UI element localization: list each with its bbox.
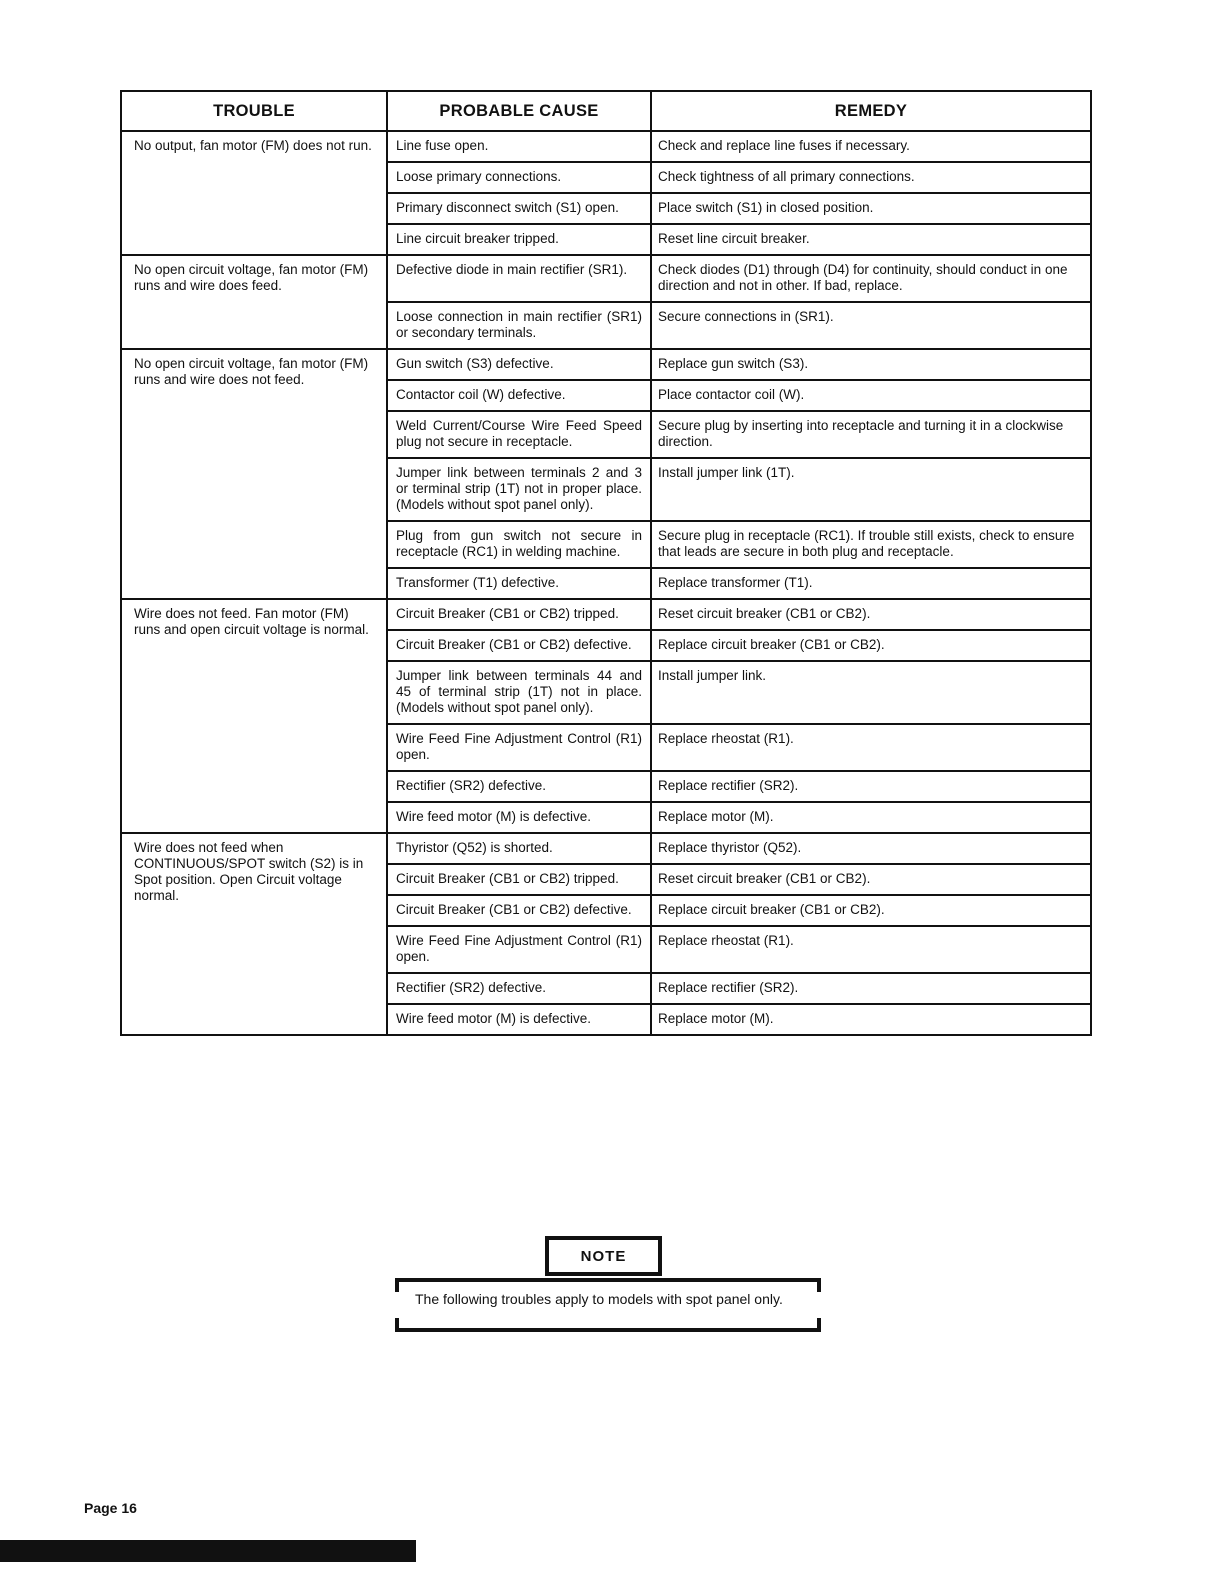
note-frame-top-rule xyxy=(395,1278,821,1282)
table-header-row xyxy=(121,91,1091,131)
probable-cause-cell: Loose connection in main rectifier (SR1) or secondary terminals. xyxy=(387,302,651,349)
probable-cause-cell: Gun switch (S3) defective. xyxy=(387,349,651,380)
probable-cause-cell: Loose primary connections. xyxy=(387,162,651,193)
remedy-cell: Secure plug by inserting into receptacle and turning it in a clockwise direction. xyxy=(651,411,1091,458)
trouble-cell: No open circuit voltage, fan motor (FM) runs and wire does feed. xyxy=(121,255,387,349)
remedy-cell: Replace rheostat (R1). xyxy=(651,724,1091,771)
remedy-cell: Reset circuit breaker (CB1 or CB2). xyxy=(651,599,1091,630)
page-number: Page 16 xyxy=(84,1500,137,1516)
remedy-cell: Replace thyristor (Q52). xyxy=(651,833,1091,864)
remedy-cell: Place contactor coil (W). xyxy=(651,380,1091,411)
probable-cause-cell: Thyristor (Q52) is shorted. xyxy=(387,833,651,864)
remedy-cell: Secure plug in receptacle (RC1). If trouble still exists, check to ensure that leads are secure in both plug and receptacle. xyxy=(651,521,1091,568)
probable-cause-cell: Rectifier (SR2) defective. xyxy=(387,771,651,802)
table-row xyxy=(121,599,1091,630)
probable-cause-cell: Circuit Breaker (CB1 or CB2) defective. xyxy=(387,895,651,926)
remedy-cell: Reset circuit breaker (CB1 or CB2). xyxy=(651,864,1091,895)
remedy-cell: Replace circuit breaker (CB1 or CB2). xyxy=(651,895,1091,926)
note-label: NOTE xyxy=(545,1236,662,1276)
remedy-cell: Replace motor (M). xyxy=(651,1004,1091,1035)
remedy-cell: Replace rectifier (SR2). xyxy=(651,973,1091,1004)
remedy-cell: Install jumper link. xyxy=(651,661,1091,724)
remedy-cell: Install jumper link (1T). xyxy=(651,458,1091,521)
trouble-cell: Wire does not feed when CONTINUOUS/SPOT switch (S2) is in Spot position. Open Circuit voltage normal. xyxy=(121,833,387,1035)
probable-cause-cell: Wire feed motor (M) is defective. xyxy=(387,802,651,833)
table-row xyxy=(121,833,1091,864)
remedy-cell: Check diodes (D1) through (D4) for continuity, should conduct in one direction and not in other. If bad, replace. xyxy=(651,255,1091,302)
remedy-cell: Replace motor (M). xyxy=(651,802,1091,833)
footer-bar xyxy=(0,1540,416,1562)
note-corner-mark xyxy=(817,1278,821,1292)
trouble-cell: No open circuit voltage, fan motor (FM) runs and wire does not feed. xyxy=(121,349,387,599)
remedy-cell: Replace rheostat (R1). xyxy=(651,926,1091,973)
header-remedy: REMEDY xyxy=(651,91,1091,131)
remedy-cell: Replace rectifier (SR2). xyxy=(651,771,1091,802)
remedy-cell: Replace circuit breaker (CB1 or CB2). xyxy=(651,630,1091,661)
probable-cause-cell: Weld Current/Course Wire Feed Speed plug not secure in receptacle. xyxy=(387,411,651,458)
probable-cause-cell: Line fuse open. xyxy=(387,131,651,162)
probable-cause-cell: Rectifier (SR2) defective. xyxy=(387,973,651,1004)
header-trouble: TROUBLE xyxy=(121,91,387,131)
remedy-cell: Check and replace line fuses if necessary. xyxy=(651,131,1091,162)
remedy-cell: Replace transformer (T1). xyxy=(651,568,1091,599)
note-box xyxy=(395,1236,821,1336)
probable-cause-cell: Wire Feed Fine Adjustment Control (R1) open. xyxy=(387,724,651,771)
remedy-cell: Check tightness of all primary connections. xyxy=(651,162,1091,193)
probable-cause-cell: Defective diode in main rectifier (SR1). xyxy=(387,255,651,302)
probable-cause-cell: Circuit Breaker (CB1 or CB2) tripped. xyxy=(387,599,651,630)
probable-cause-cell: Plug from gun switch not secure in receptacle (RC1) in welding machine. xyxy=(387,521,651,568)
probable-cause-cell: Contactor coil (W) defective. xyxy=(387,380,651,411)
probable-cause-cell: Wire Feed Fine Adjustment Control (R1) open. xyxy=(387,926,651,973)
probable-cause-cell: Transformer (T1) defective. xyxy=(387,568,651,599)
remedy-cell: Replace gun switch (S3). xyxy=(651,349,1091,380)
note-text: The following troubles apply to models with spot panel only. xyxy=(415,1291,783,1307)
trouble-cell: Wire does not feed. Fan motor (FM) runs and open circuit voltage is normal. xyxy=(121,599,387,833)
probable-cause-cell: Wire feed motor (M) is defective. xyxy=(387,1004,651,1035)
probable-cause-cell: Jumper link between terminals 2 and 3 or terminal strip (1T) not in proper place. (Models without spot panel only). xyxy=(387,458,651,521)
remedy-cell: Reset line circuit breaker. xyxy=(651,224,1091,255)
probable-cause-cell: Circuit Breaker (CB1 or CB2) defective. xyxy=(387,630,651,661)
table-row xyxy=(121,131,1091,162)
table-row xyxy=(121,255,1091,302)
probable-cause-cell: Jumper link between terminals 44 and 45 of terminal strip (1T) not in place. (Models without spot panel only). xyxy=(387,661,651,724)
note-corner-mark xyxy=(395,1318,399,1332)
table-row xyxy=(121,349,1091,380)
probable-cause-cell: Circuit Breaker (CB1 or CB2) tripped. xyxy=(387,864,651,895)
probable-cause-cell: Primary disconnect switch (S1) open. xyxy=(387,193,651,224)
remedy-cell: Place switch (S1) in closed position. xyxy=(651,193,1091,224)
trouble-cell: No output, fan motor (FM) does not run. xyxy=(121,131,387,255)
remedy-cell: Secure connections in (SR1). xyxy=(651,302,1091,349)
header-probable-cause: PROBABLE CAUSE xyxy=(387,91,651,131)
note-corner-mark xyxy=(395,1278,399,1292)
probable-cause-cell: Line circuit breaker tripped. xyxy=(387,224,651,255)
note-frame-bottom-rule xyxy=(395,1328,821,1332)
troubleshooting-table xyxy=(120,90,1092,1036)
note-corner-mark xyxy=(817,1318,821,1332)
table-body xyxy=(121,131,1091,1035)
